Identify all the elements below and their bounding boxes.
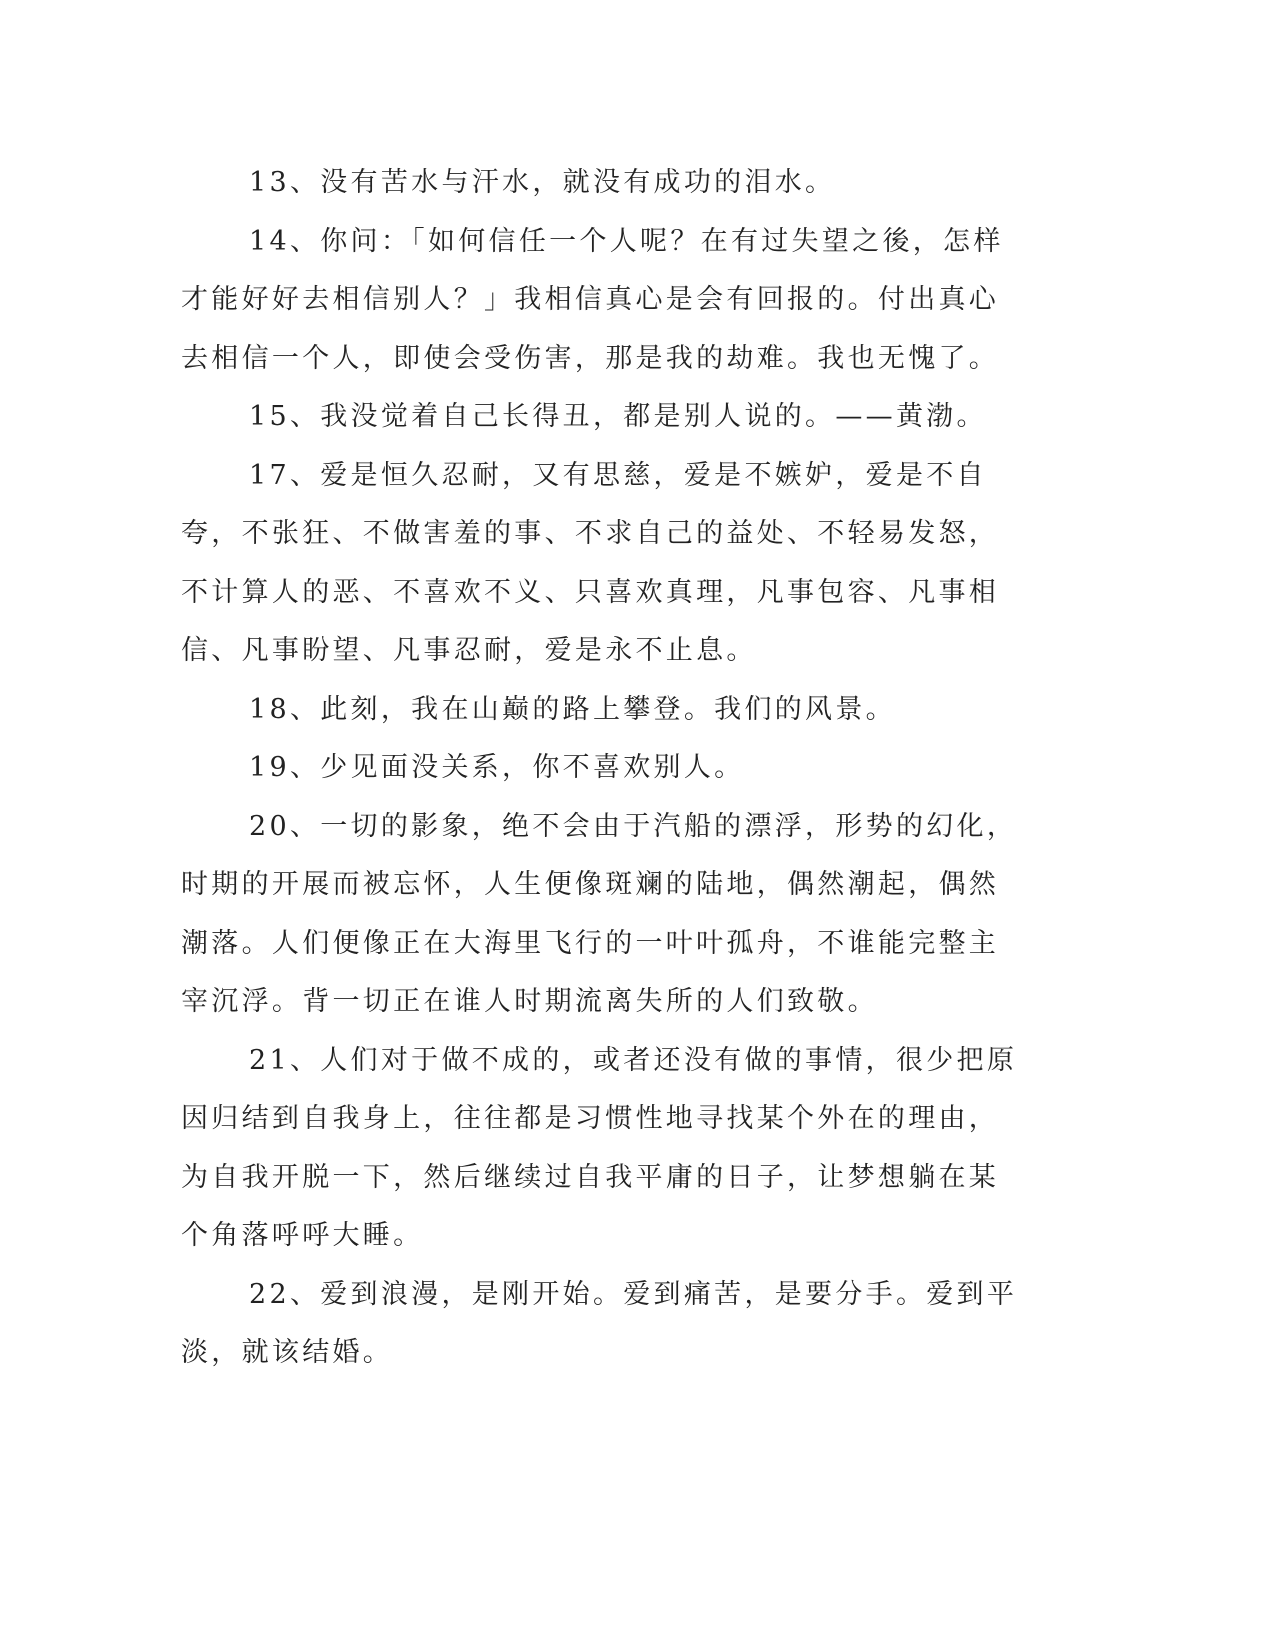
paragraph-21: 21、人们对于做不成的，或者还没有做的事情，很少把原因归结到自我身上，往往都是习惯性地寻找某个外在的理由，为自我开脱一下，然后继续过自我平庸的日子，让梦想躺在某个角落呼呼大睡。 [181,1044,1018,1251]
paragraph-20: 20、一切的影象，绝不会由于汽船的漂浮，形势的幻化，时期的开展而被忘怀，人生便像斑斓的陆地，偶然潮起，偶然潮落。人们便像正在大海里飞行的一叶叶孤舟，不谁能完整主宰沉浮。背一切正在谁人时期流离失所的人们致敬。 [181,810,1018,1017]
paragraph-17: 17、爱是恒久忍耐，又有思慈，爱是不嫉妒，爱是不自夸，不张狂、不做害羞的事、不求自己的益处、不轻易发怒，不计算人的恶、不喜欢不义、只喜欢真理，凡事包容、凡事相信、凡事盼望、凡事忍耐，爱是永不止息。 [181,459,1000,666]
paragraph-19: 19、少见面没关系，你不喜欢别人。 [249,752,745,783]
paragraph-15: 15、我没觉着自己长得丑，都是别人说的。——黄渤。 [249,401,987,432]
paragraph-22: 22、爱到浪漫，是刚开始。爱到痛苦，是要分手。爱到平淡，就该结婚。 [181,1278,1018,1368]
paragraph-13: 13、没有苦水与汗水，就没有成功的泪水。 [249,167,836,198]
paragraph-18: 18、此刻，我在山巅的路上攀登。我们的风景。 [249,693,896,725]
document-body [181,154,1028,1383]
paragraph-14: 14、你问：「如何信任一个人呢？在有过失望之後，怎样才能好好去相信别人？」我相信真心是会有回报的。付出真心去相信一个人，即使会受伤害，那是我的劫难。我也无愧了。 [181,225,1004,374]
